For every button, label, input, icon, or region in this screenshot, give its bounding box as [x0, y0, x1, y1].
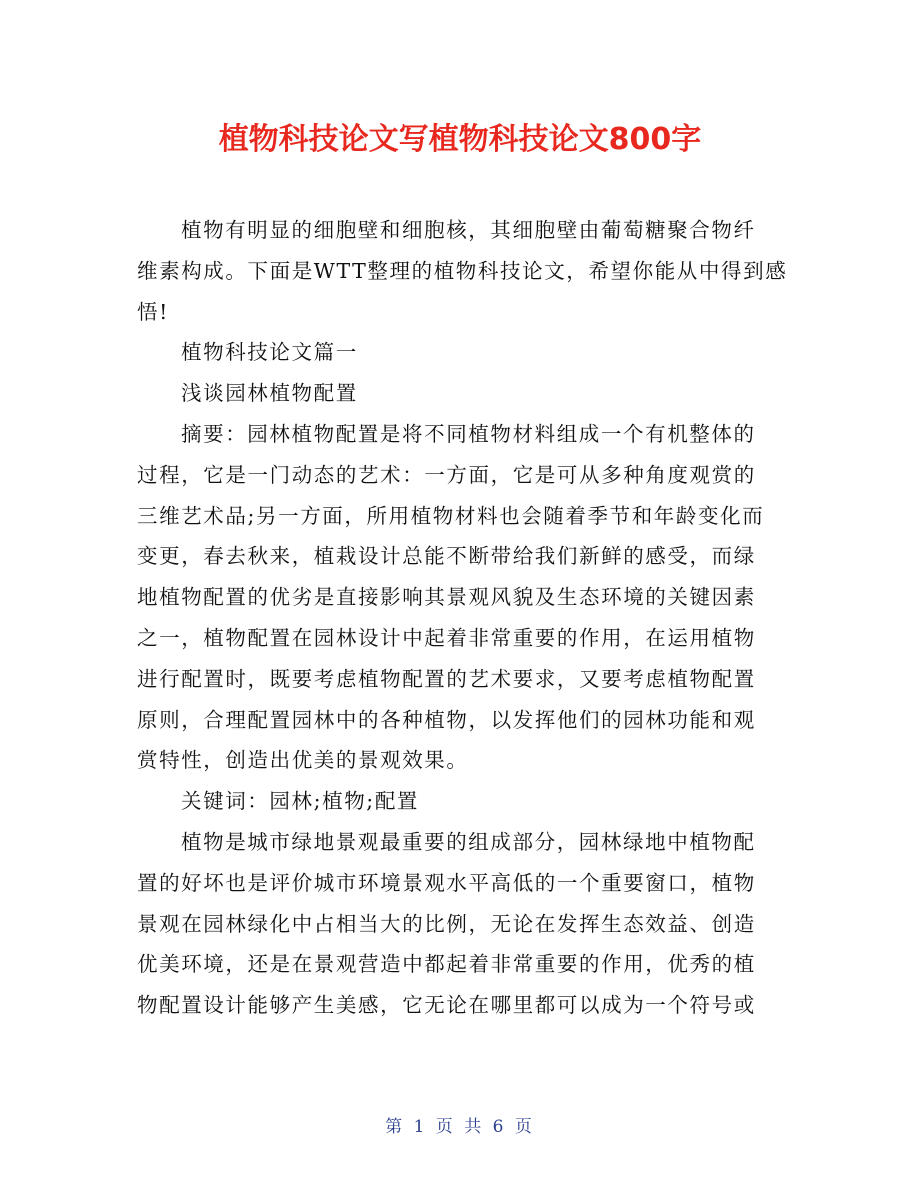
text-line: 植物是城市绿地景观最重要的组成部分，园林绿地中植物配 [181, 829, 756, 854]
text-line: 摘要：园林植物配置是将不同植物材料组成一个有机整体的 [181, 421, 756, 446]
text-line: 地植物配置的优劣是直接影响其景观风貌及生态环境的关键因素 [137, 585, 756, 610]
text-line: 植物有明显的细胞壁和细胞核，其细胞壁由葡萄糖聚合物纤 [181, 218, 756, 242]
text-line: 物配置设计能够产生美感，它无论在哪里都可以成为一个符号或 [137, 993, 756, 1018]
text-line: 悟! [137, 299, 169, 324]
text-line: 过程，它是一门动态的艺术：一方面，它是可从多种角度观赏的 [137, 462, 756, 487]
text-line: 之一，植物配置在园林设计中起着非常重要的作用，在运用植物 [137, 625, 756, 650]
keywords-line: 关键词：园林;植物;配置 [181, 789, 420, 814]
text-line: 三维艺术品;另一方面，所用植物材料也会随着季节和年龄变化而 [137, 503, 765, 528]
text-line: 优美环境，还是在景观营造中都起着非常重要的作用，优秀的植 [137, 952, 756, 977]
text-line: 原则，合理配置园林中的各种植物，以发挥他们的园林功能和观 [137, 707, 756, 732]
text-line: 维素构成。下面是WTT整理的植物科技论文，希望你能从中得到感 [137, 258, 788, 283]
text-line: 变更，春去秋来，植栽设计总能不断带给我们新鲜的感受，而绿 [137, 544, 756, 569]
section-heading: 植物科技论文篇一 [181, 340, 358, 365]
page-footer: 第 1 页 共 6 页 [385, 1117, 535, 1137]
text-line: 进行配置时，既要考虑植物配置的艺术要求，又要考虑植物配置 [137, 666, 756, 691]
text-line: 置的好坏也是评价城市环境景观水平高低的一个重要窗口，植物 [137, 870, 756, 895]
article-title: 浅谈园林植物配置 [181, 381, 358, 406]
text-line: 赏特性，创造出优美的景观效果。 [137, 748, 469, 773]
text-line: 景观在园林绿化中占相当大的比例，无论在发挥生态效益、创造 [137, 911, 756, 936]
document-title: 植物科技论文写植物科技论文800字 [218, 122, 702, 157]
document-body [137, 210, 788, 1026]
